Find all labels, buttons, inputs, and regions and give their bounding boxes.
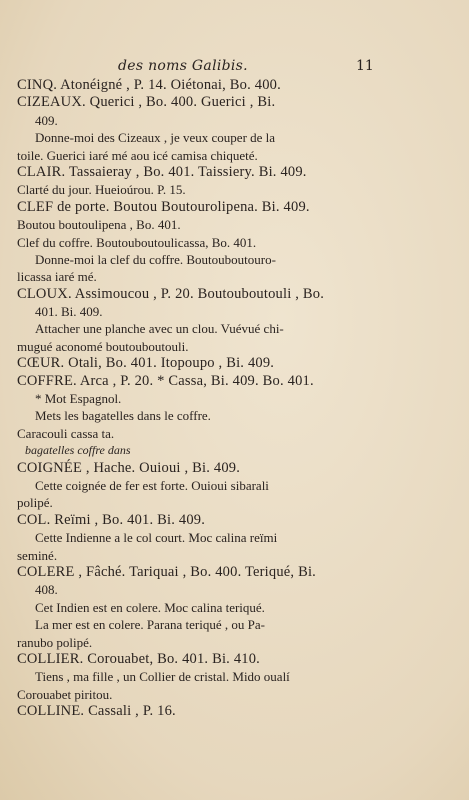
text-line: polipé. [17,495,53,511]
page-header [0,58,469,78]
page-number: 11 [356,58,374,74]
text-line: seminé. [17,547,58,563]
text-line: Mets les bagatelles dans le coffre. [35,408,211,424]
entry-headword-line: CLEF de porte. Boutou Boutourolipena. Bi. 409. [17,198,310,215]
text-line: Cette coignée de fer est forte. Ouioui sibarali [35,477,269,493]
dictionary-text [17,77,385,720]
text-line: Cette Indienne a le col court. Moc calina reïmi [35,530,278,546]
text-line: Clarté du jour. Hueioúrou. P. 15. [17,182,186,198]
text-line: Donne-moi des Cizeaux , je veux couper de la [35,130,276,146]
text-line: Boutou boutoulipena , Bo. 401. [17,217,181,233]
text-line: toile. Guerici iaré mé aou icé camisa chiqueté. [17,147,258,163]
text-line: mugué aconomé boutouboutouli. [17,338,189,354]
text-line: La mer est en colere. Parana teriqué , ou Pa- [35,617,265,633]
entry-headword-line: CINQ. Atonéigné , P. 14. Oiétonai, Bo. 400. [17,77,281,93]
entry-headword-line: CŒUR. Otali, Bo. 401. Itopoupo , Bi. 409. [17,355,275,372]
text-line: Attacher une planche avec un clou. Vuévué chi- [35,321,284,337]
text-line: Donne-moi la clef du coffre. Boutouboutouro- [35,251,276,267]
text-line: Corouabet piritou. [17,686,113,702]
text-line: 408. [35,582,58,598]
text-line: Tiens , ma fille , un Collier de cristal. Mido oualí [35,669,290,685]
text-line: Clef du coffre. Boutouboutoulicassa, Bo. 401. [17,234,257,250]
entry-headword-line: COLLIER. Corouabet, Bo. 401. Bi. 410. [17,650,261,667]
text-line: ranubo polipé. [17,634,93,650]
entry-headword-line: COLLINE. Cassali , P. 16. [17,703,176,720]
entry-headword-line: CLOUX. Assimoucou , P. 20. Boutouboutouli , Bo. [17,285,325,302]
entry-headword-line: CIZEAUX. Querici , Bo. 400. Guerici , Bi. [17,94,276,111]
entry-headword-line: COIGNÉE , Hache. Ouioui , Bi. 409. [17,459,241,476]
text-line: licassa iaré mé. [17,269,97,285]
text-line: Cet Indien est en colere. Moc calina teriqué. [35,599,265,615]
entry-headword-line: COL. Reïmi , Bo. 401. Bi. 409. [17,511,206,528]
text-line: 401. Bi. 409. [35,304,103,320]
entry-headword-line: CLAIR. Tassaieray , Bo. 401. Taissiery. Bi. 409. [17,163,307,180]
entry-headword-line: COFFRE. Arca , P. 20. * Cassa, Bi. 409. Bo. 401. [17,372,314,389]
entry-headword-line: COLERE , Fâché. Tariquai , Bo. 400. Teriqué, Bi. [17,563,317,580]
running-head: des noms Galibis. [118,58,248,74]
text-line: Caracouli cassa ta. [17,425,115,441]
text-line: * Mot Espagnol. [35,391,122,407]
text-line: 409. [35,112,58,128]
text-line: bagatelles coffre dans [25,443,131,458]
